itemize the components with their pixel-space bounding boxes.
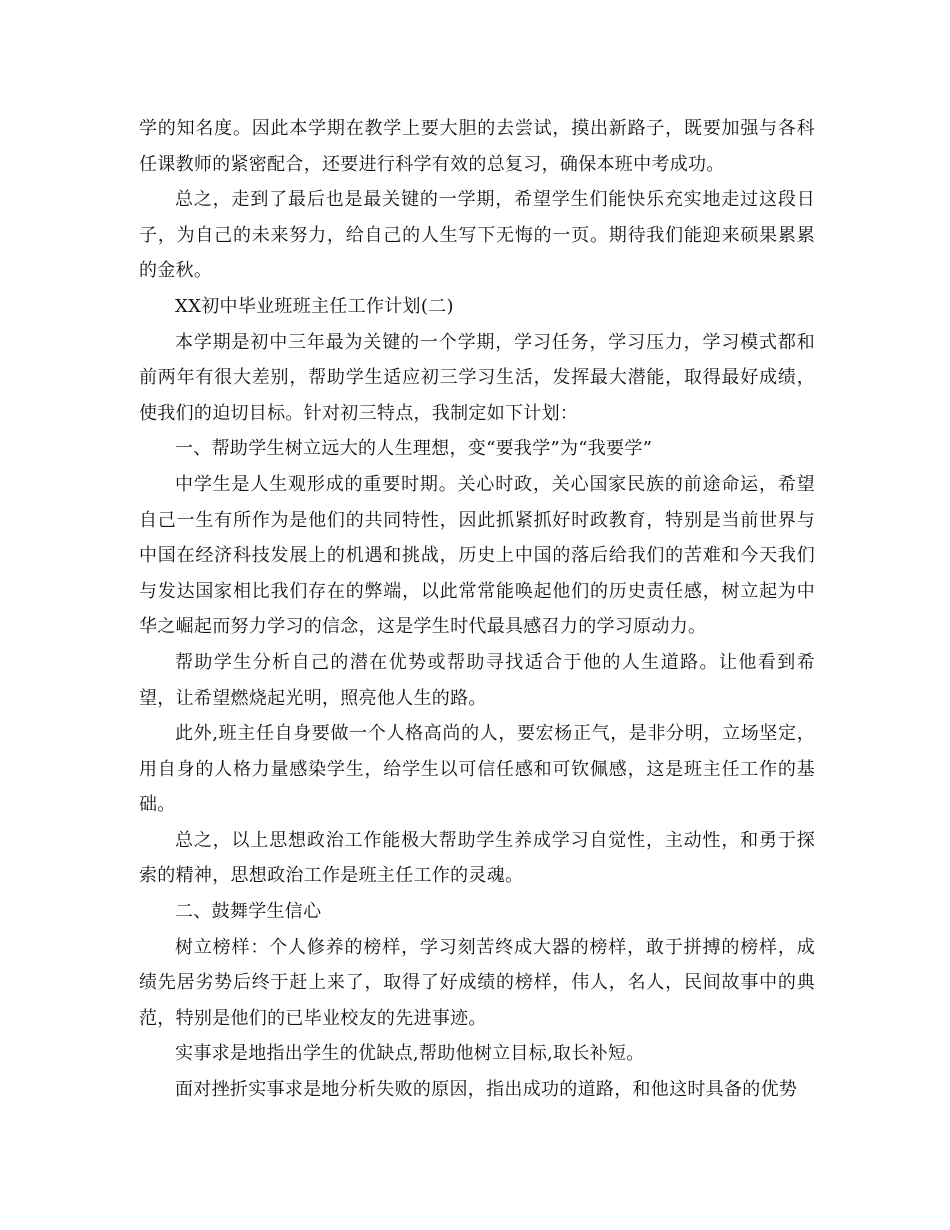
paragraph-7: 此外,班主任自身要做一个人格高尚的人，要宏杨正气，是非分明，立场坚定，用自身的人格力量感染学生，给学生以可信任感和可钦佩感，这是班主任工作的基础。 — [139, 723, 815, 816]
paragraph-5: 中学生是人生观形成的重要时期。关心时政，关心国家民族的前途命运，希望自己一生有所作为是他们的共同特性，因此抓紧抓好时政教育，特别是当前世界与中国在经济科技发展上的机遇和挑战，历史上中国的落后给我们的苦难和今天我们与发达国家相比我们存在的弊端，以此常常能唤起他们的历史责任感，树立起为中华之崛起而努力学习的信念，这是学生时代最具感召力的学习原动力。 — [139, 473, 815, 638]
heading-two: 二、鼓舞学生信心 — [175, 901, 322, 923]
document-page — [139, 111, 815, 1108]
paragraph-1: 学的知名度。因此本学期在教学上要大胆的去尝试，摸出新路子，既要加强与各科任课教师的紧密配合，还要进行科学有效的总复习，确保本班中考成功。 — [139, 118, 815, 175]
paragraph-11: 实事求是地指出学生的优缺点,帮助他树立目标,取长补短。 — [175, 1043, 645, 1065]
paragraph-12: 面对挫折实事求是地分析失败的原因，指出成功的道路，和他这时具备的优势 — [175, 1079, 798, 1101]
paragraph-intro: 本学期是初中三年最为关键的一个学期，学习任务，学习压力，学习模式都和前两年有很大差别，帮助学生适应初三学习生活，发挥最大潜能，取得最好成绩，使我们的迫切目标。针对初三特点，我制定如下计划： — [139, 331, 815, 424]
paragraph-8: 总之，以上思想政治工作能极大帮助学生养成学习自觉性，主动性，和勇于探索的精神，思想政治工作是班主任工作的灵魂。 — [139, 829, 815, 887]
paragraph-2: 总之，走到了最后也是最关键的一学期，希望学生们能快乐充实地走过这段日子，为自己的未来努力，给自己的人生写下无悔的一页。期待我们能迎来硕果累累的金秋。 — [139, 189, 815, 282]
paragraph-6: 帮助学生分析自己的潜在优势或帮助寻找适合于他的人生道路。让他看到希望，让希望燃烧起光明，照亮他人生的路。 — [139, 651, 815, 709]
heading-one: 一、帮助学生树立远大的人生理想，变“要我学”为“我要学” — [175, 438, 653, 460]
section-title: XX初中毕业班班主任工作计划(二) — [175, 295, 454, 317]
paragraph-10: 树立榜样：个人修养的榜样，学习刻苦终成大器的榜样，敢于拼搏的榜样，成绩先居劣势后终于赶上来了，取得了好成绩的榜样，伟人，名人，民间故事中的典范，特别是他们的已毕业校友的先进事迹。 — [139, 936, 815, 1029]
